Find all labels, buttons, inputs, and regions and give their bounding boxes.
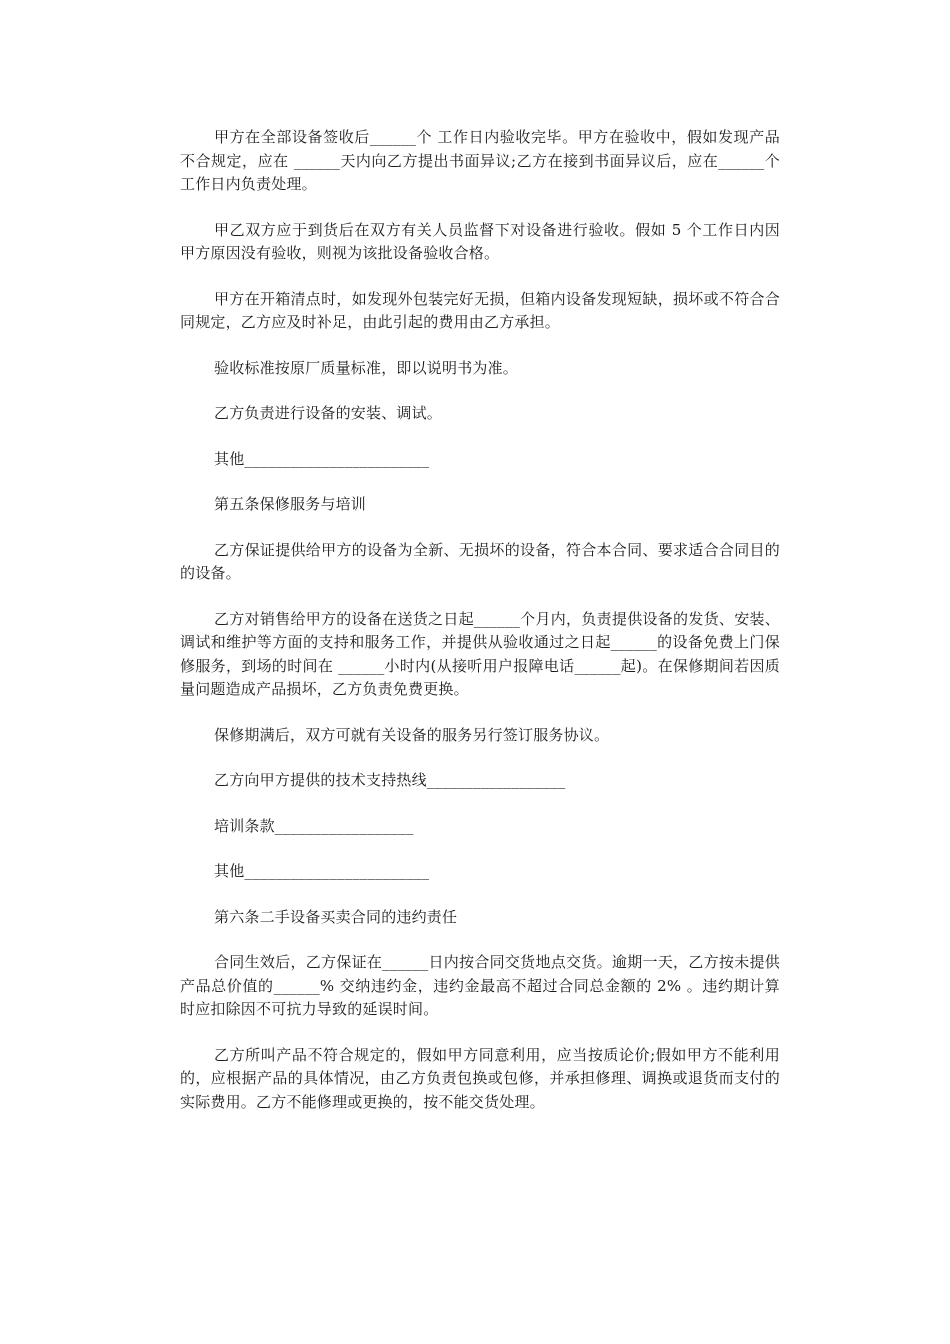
paragraph-warranty-service: 乙方对销售给甲方的设备在送货之日起______个月内，负责提供设备的发货、安装、调试和维护等方面的支持和服务工作，并提供从验收通过之日起______的设备免费上门保修服务，到场的时间在 ______小时内(从接听用户报障电话______起)。在保修期间若因质量问题造成产品损坏，乙方负责免费更换。 (180, 609, 780, 698)
heading-article-6: 第六条二手设备买卖合同的违约责任 (214, 907, 458, 926)
document-page (180, 126, 780, 1136)
paragraph-joint-inspection: 甲乙双方应于到货后在双方有关人员监督下对设备进行验收。假如 5 个工作日内因甲方原因没有验收，则视为该批设备验收合格。 (180, 220, 780, 262)
paragraph-training-clause: 培训条款__________________ (214, 816, 414, 835)
paragraph-late-delivery-penalty: 合同生效后，乙方保证在______日内按合同交货地点交货。逾期一天，乙方按未提供产品总价值的______% 交纳违约金，违约金最高不超过合同总金额的 2% 。违约期计算时应扣除因不可抗力导致的延误时间。 (180, 953, 780, 1018)
paragraph-acceptance-timeline: 甲方在全部设备签收后______个 工作日内验收完毕。甲方在验收中，假如发现产品不合规定，应在 ______天内向乙方提出书面异议;乙方在接到书面异议后，应在______个 工作日内负责处理。 (180, 128, 780, 193)
paragraph-other-1: 其他________________________ (214, 449, 430, 468)
paragraph-installation: 乙方负责进行设备的安装、调试。 (214, 404, 443, 422)
heading-article-5: 第五条保修服务与培训 (214, 495, 367, 513)
paragraph-acceptance-standard: 验收标准按原厂质量标准，即以说明书为准。 (214, 358, 519, 377)
paragraph-nonconforming-product: 乙方所叫产品不符合规定的，假如甲方同意利用，应当按质论价;假如甲方不能利用的，应根据产品的具体情况，由乙方负责包换或包修，并承担修理、调换或退货而支付的实际费用。乙方不能修理或更换的，按不能交货处理。 (180, 1045, 780, 1111)
paragraph-support-hotline: 乙方向甲方提供的技术支持热线__________________ (214, 771, 566, 789)
paragraph-other-2: 其他________________________ (214, 862, 430, 880)
paragraph-unpacking-check: 甲方在开箱清点时，如发现外包装完好无损，但箱内设备发现短缺，损坏或不符合合同规定，乙方应及时补足，由此引起的费用由乙方承担。 (180, 289, 780, 331)
paragraph-after-warranty: 保修期满后，双方可就有关设备的服务另行签订服务协议。 (214, 725, 610, 744)
paragraph-new-equipment-guarantee: 乙方保证提供给甲方的设备为全新、无损坏的设备，符合本合同、要求适合合同目的的设备。 (180, 540, 780, 582)
